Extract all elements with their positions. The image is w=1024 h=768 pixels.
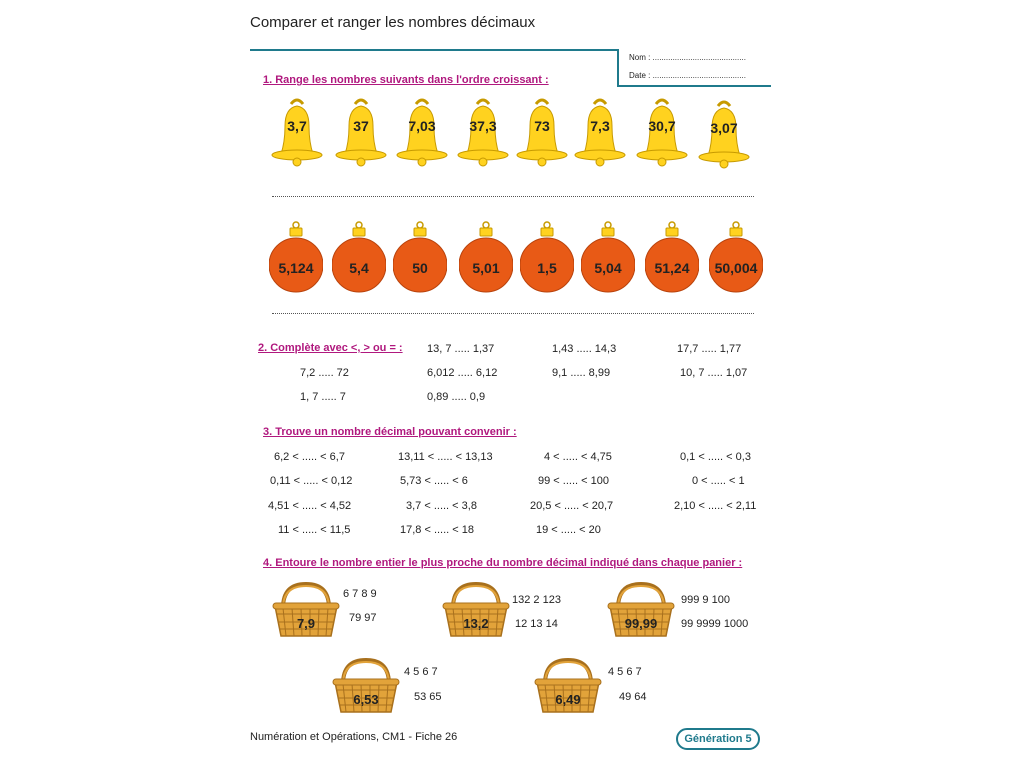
integer-choices-row1[interactable]: 4 5 6 7 [404, 666, 438, 678]
compare-item[interactable]: 17,7 ..... 1,77 [677, 343, 742, 355]
ornament-ball [645, 220, 699, 296]
range-item[interactable]: 19 < ..... < 20 [536, 524, 601, 536]
range-item[interactable]: 0,11 < ..... < 0,12 [270, 475, 353, 487]
range-item[interactable]: 11 < ..... < 11,5 [278, 524, 351, 536]
bell [396, 98, 448, 168]
ball-number: 5,124 [278, 260, 314, 276]
range-item[interactable]: 4,51 < ..... < 4,52 [268, 500, 352, 512]
range-item[interactable]: 4 < ..... < 4,75 [544, 451, 612, 463]
bell [516, 98, 568, 168]
basket [271, 582, 341, 638]
range-item[interactable]: 5,73 < ..... < 6 [400, 475, 468, 487]
name-field[interactable]: Nom : .......................................... [629, 53, 746, 62]
range-item[interactable]: 0,1 < ..... < 0,3 [680, 451, 751, 463]
compare-item[interactable]: 0,89 ..... 0,9 [427, 391, 486, 403]
ornament-icon [393, 220, 447, 296]
compare-item[interactable]: 10, 7 ..... 1,07 [680, 367, 748, 379]
integer-choices-row2[interactable]: 99 9999 1000 [681, 618, 749, 630]
bell [698, 100, 750, 170]
basket-value: 13,2 [463, 616, 489, 631]
generation-badge: Génération 5 [676, 728, 760, 750]
compare-item[interactable]: 1, 7 ..... 7 [300, 391, 346, 403]
range-item[interactable]: 20,5 < ..... < 20,7 [530, 500, 614, 512]
bell-number: 3,7 [287, 118, 307, 134]
section2-title: 2. Complète avec <, > ou = : [258, 342, 403, 354]
bell [335, 98, 387, 168]
basket [441, 582, 511, 638]
date-field[interactable]: Date : .......................................... [629, 71, 746, 80]
range-item[interactable]: 17,8 < ..... < 18 [400, 524, 474, 536]
ball-number: 5,01 [472, 260, 500, 276]
ornament-icon [269, 220, 323, 296]
answer-line-balls[interactable] [272, 313, 754, 314]
integer-choices-row1[interactable]: 4 5 6 7 [608, 666, 642, 678]
ornament-ball [709, 220, 763, 296]
ornament-ball [332, 220, 386, 296]
ornament-icon [520, 220, 574, 296]
basket-value: 6,49 [555, 692, 581, 707]
basket-value: 6,53 [353, 692, 379, 707]
name-date-box [617, 49, 771, 87]
basket-value: 99,99 [624, 616, 658, 631]
integer-choices-row2[interactable]: 53 65 [414, 691, 442, 703]
ornament-ball [459, 220, 513, 296]
integer-choices-row2[interactable]: 49 64 [619, 691, 647, 703]
ornament-ball [269, 220, 323, 296]
ornament-ball [581, 220, 635, 296]
bell-number: 37 [353, 118, 369, 134]
integer-choices-row2[interactable]: 79 97 [349, 612, 377, 624]
ornament-ball [393, 220, 447, 296]
ornament-icon [709, 220, 763, 296]
bell-number: 73 [534, 118, 550, 134]
bell [457, 98, 509, 168]
bell-number: 7,03 [408, 118, 436, 134]
bell [636, 98, 688, 168]
compare-item[interactable]: 13, 7 ..... 1,37 [427, 343, 495, 355]
range-item[interactable]: 2,10 < ..... < 2,11 [674, 500, 757, 512]
compare-item[interactable]: 1,43 ..... 14,3 [552, 343, 617, 355]
ball-number: 5,4 [349, 260, 369, 276]
section1-title: 1. Range les nombres suivants dans l'ordre croissant : [263, 74, 549, 86]
range-item[interactable]: 6,2 < ..... < 6,7 [274, 451, 345, 463]
ball-number: 50 [412, 260, 428, 276]
compare-item[interactable]: 7,2 ..... 72 [300, 367, 349, 379]
compare-item[interactable]: 6,012 ..... 6,12 [427, 367, 498, 379]
ornament-icon [459, 220, 513, 296]
basket [606, 582, 676, 638]
answer-line-bells[interactable] [272, 196, 754, 197]
bell-number: 30,7 [648, 118, 676, 134]
bell-number: 7,3 [590, 118, 610, 134]
header-divider [250, 49, 617, 51]
bell-number: 37,3 [469, 118, 497, 134]
ornament-icon [581, 220, 635, 296]
page-title: Comparer et ranger les nombres décimaux [250, 14, 536, 31]
integer-choices-row2[interactable]: 12 13 14 [515, 618, 558, 630]
section4-title: 4. Entoure le nombre entier le plus proche du nombre décimal indiqué dans chaque panier : [263, 557, 743, 569]
footer-text: Numération et Opérations, CM1 - Fiche 26 [250, 731, 458, 743]
range-item[interactable]: 13,11 < ..... < 13,13 [398, 451, 493, 463]
basket [533, 658, 603, 714]
ornament-ball [520, 220, 574, 296]
ball-number: 1,5 [537, 260, 557, 276]
ornament-icon [332, 220, 386, 296]
range-item[interactable]: 0 < ..... < 1 [692, 475, 745, 487]
bell-number: 3,07 [710, 120, 738, 136]
range-item[interactable]: 3,7 < ..... < 3,8 [406, 500, 477, 512]
basket [331, 658, 401, 714]
integer-choices-row1[interactable]: 6 7 8 9 [343, 588, 377, 600]
ball-number: 5,04 [594, 260, 622, 276]
section3-title: 3. Trouve un nombre décimal pouvant convenir : [263, 426, 517, 438]
integer-choices-row1[interactable]: 999 9 100 [681, 594, 730, 606]
ball-number: 51,24 [654, 260, 690, 276]
basket-value: 7,9 [296, 616, 316, 631]
range-item[interactable]: 99 < ..... < 100 [538, 475, 609, 487]
ornament-icon [645, 220, 699, 296]
ball-number: 50,004 [714, 260, 758, 276]
compare-item[interactable]: 9,1 ..... 8,99 [552, 367, 611, 379]
bell [271, 98, 323, 168]
integer-choices-row1[interactable]: 132 2 123 [512, 594, 561, 606]
bell [574, 98, 626, 168]
